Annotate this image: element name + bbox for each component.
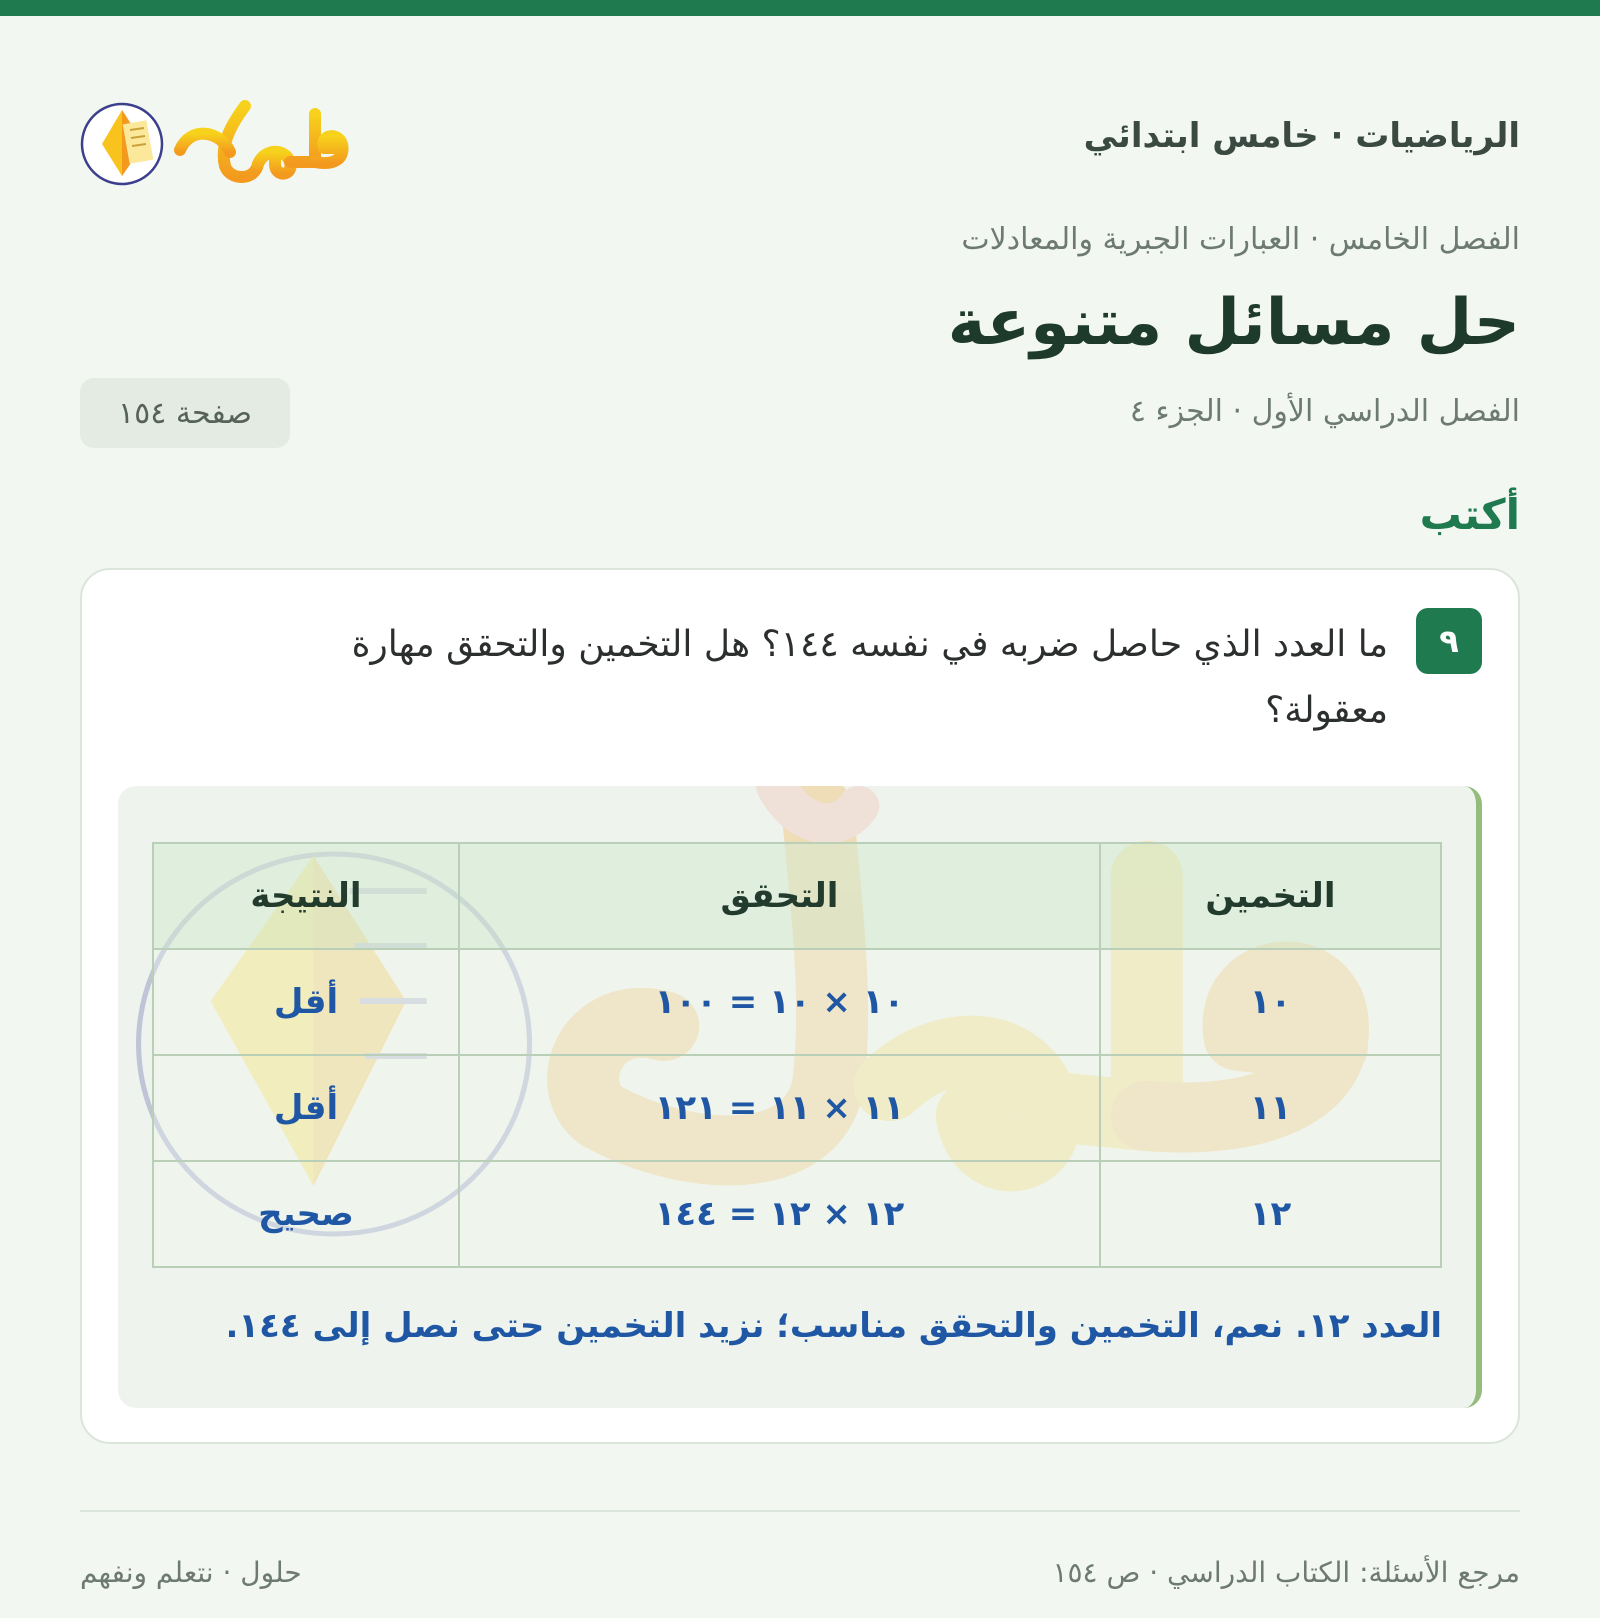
cell-result: أقل xyxy=(153,1055,459,1161)
header-check: التحقق xyxy=(459,843,1100,949)
cell-check: ١٠ × ١٠ = ١٠٠ xyxy=(459,949,1100,1055)
footer-divider xyxy=(80,1510,1520,1512)
question-number-badge: ٩ xyxy=(1416,608,1482,674)
page-container xyxy=(80,16,1520,1618)
cell-check: ١١ × ١١ = ١٢١ xyxy=(459,1055,1100,1161)
cell-check: ١٢ × ١٢ = ١٤٤ xyxy=(459,1161,1100,1267)
page-number-badge: صفحة ١٥٤ xyxy=(80,378,290,448)
section-title: أكتب xyxy=(1419,490,1520,539)
cell-result: أقل xyxy=(153,949,459,1055)
question-text: ما العدد الذي حاصل ضربه في نفسه ١٤٤؟ هل التخمين والتحقق مهارة معقولة؟ xyxy=(351,624,1388,731)
table-row xyxy=(153,1161,1441,1267)
brand-wordmark xyxy=(180,106,343,177)
question-card xyxy=(80,568,1520,1444)
cell-guess: ١١ xyxy=(1100,1055,1441,1161)
cell-guess: ١٠ xyxy=(1100,949,1441,1055)
semester-label: الفصل الدراسي الأول · الجزء ٤ xyxy=(1129,394,1520,429)
cell-guess: ١٢ xyxy=(1100,1161,1441,1267)
top-accent-bar xyxy=(0,0,1600,16)
chapter-label: الفصل الخامس · العبارات الجبرية والمعادلات xyxy=(961,222,1520,257)
header-guess: التخمين xyxy=(1100,843,1441,949)
subject-grade: الرياضيات · خامس ابتدائي xyxy=(1083,116,1520,156)
guess-check-table xyxy=(152,842,1442,1268)
cell-result: صحيح xyxy=(153,1161,459,1267)
footer-reference: مرجع الأسئلة: الكتاب الدراسي · ص ١٥٤ xyxy=(1052,1556,1520,1589)
brand-logo-icon xyxy=(80,86,370,196)
answer-conclusion: العدد ١٢. نعم، التخمين والتحقق مناسب؛ نزيد التخمين حتى نصل إلى ١٤٤. xyxy=(225,1306,1442,1346)
answer-box xyxy=(118,786,1482,1408)
footer-tagline: حلول · نتعلم ونفهم xyxy=(80,1556,302,1589)
header-result: النتيجة xyxy=(153,843,459,949)
header xyxy=(80,86,1520,196)
table-row xyxy=(153,1055,1441,1161)
table-header-row xyxy=(153,843,1441,949)
lesson-title: حل مسائل متنوعة xyxy=(947,286,1520,360)
table-row xyxy=(153,949,1441,1055)
